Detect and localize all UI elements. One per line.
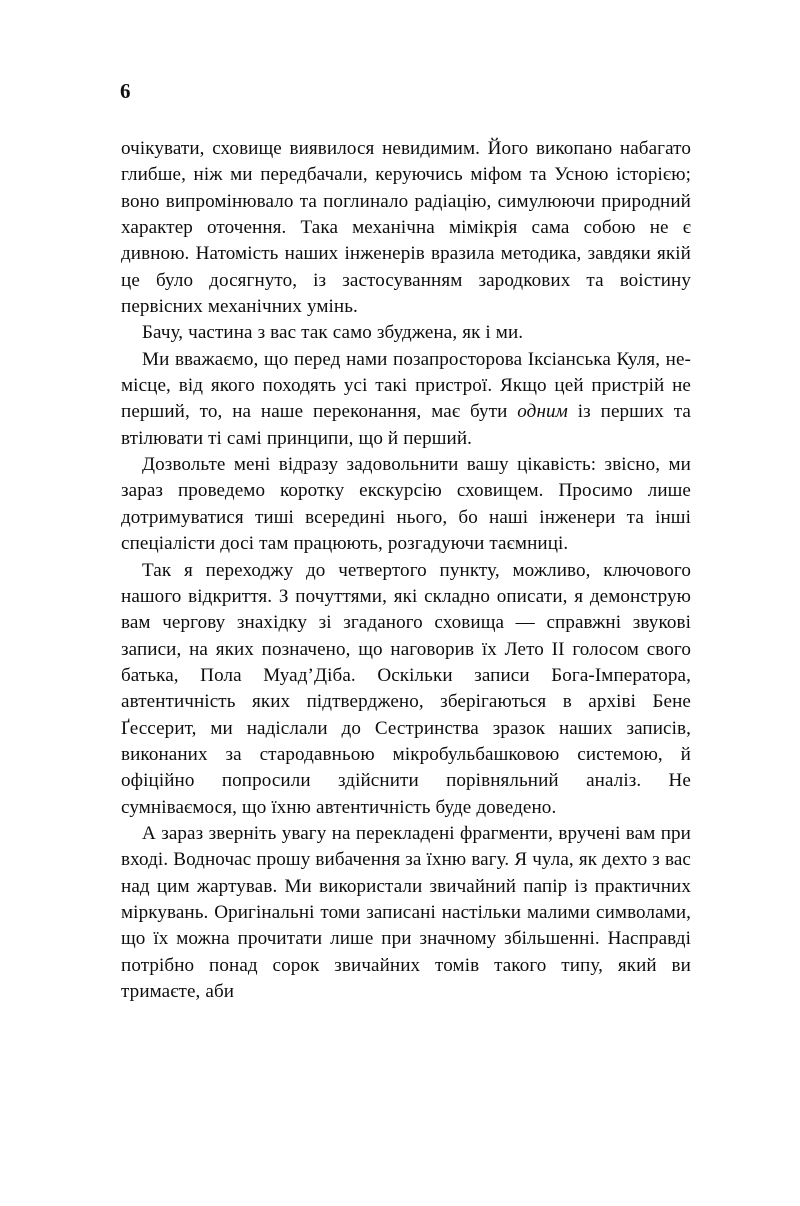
paragraph-1: очікувати, сховище виявилося невидимим. Його викопано набагато глибше, ніж ми передбачали, керуючись міфом та Усною історією; воно випромінювало та поглинало радіацію, симулюючи природний характер оточення. Така механічна мімікрія сама собою не є дивною. Натомість наших інженерів вразила методика, завдяки якій це було досягнуто, із застосуванням зародкових та воістину первісних механічних умінь. bbox=[121, 138, 691, 318]
emphasized-word: одним bbox=[517, 401, 568, 423]
paragraph-5: Так я переходжу до четвертого пункту, можливо, ключового нашого відкриття. З почуттями, які складно описати, я демонструю вам чергову знахідку зі згаданого сховища — справжні звукові записи, на яких позначено, що наговорив їх Лето II голосом свого батька, Пола Муад’Діба. Оскільки записи Бога-Імператора, автентичність яких підтверджено, зберігаються в архіві Бене Ґессерит, ми надіслали до Сестринства зразок наших записів, виконаних за стародавньою мікробульбашковою системою, й офіційно попросили здійснити порівняльний аналіз. Не сумніваємося, що їхню автентичність буде доведено. bbox=[121, 559, 691, 818]
paragraph-4: Дозвольте мені відразу задовольнити вашу цікавість: звісно, ми зараз проведемо коротку екскурсію сховищем. Просимо лише дотримуватися тиші всередині нього, бо наші інженери та інші спеціалісти досі там працюють, розгадуючи таємниці. bbox=[121, 454, 691, 555]
paragraph-2: Бачу, частина з вас так само збуджена, як і ми. bbox=[142, 322, 524, 344]
page-number: 6 bbox=[120, 79, 131, 103]
paragraph-3-text-after-italic: із перших та втілювати ті самі принципи, що й перший. bbox=[121, 401, 692, 449]
paragraph-6: А зараз зверніть увагу на перекладені фрагменти, вручені вам при вході. Водночас прошу вибачення за їхню вагу. Я чула, як дехто з вас над цим жартував. Ми використали звичайний папір із практичних міркувань. Оригінальні томи записані настільки малими символами, що їх можна прочитати лише при значному збільшенні. Насправді потрібно понад сорок звичайних томів такого типу, який ви тримаєте, аби bbox=[121, 822, 691, 1002]
paragraph-3 bbox=[121, 347, 691, 452]
paragraph-3-text-before-italic: Ми вважаємо, що перед нами позапросторова Іксіанська Куля, не-місце, від якого походять усі такі пристрої. Якщо цей пристрій не перший, то, на наше переконання, має бути bbox=[121, 348, 691, 423]
body-text-block bbox=[121, 136, 691, 1005]
